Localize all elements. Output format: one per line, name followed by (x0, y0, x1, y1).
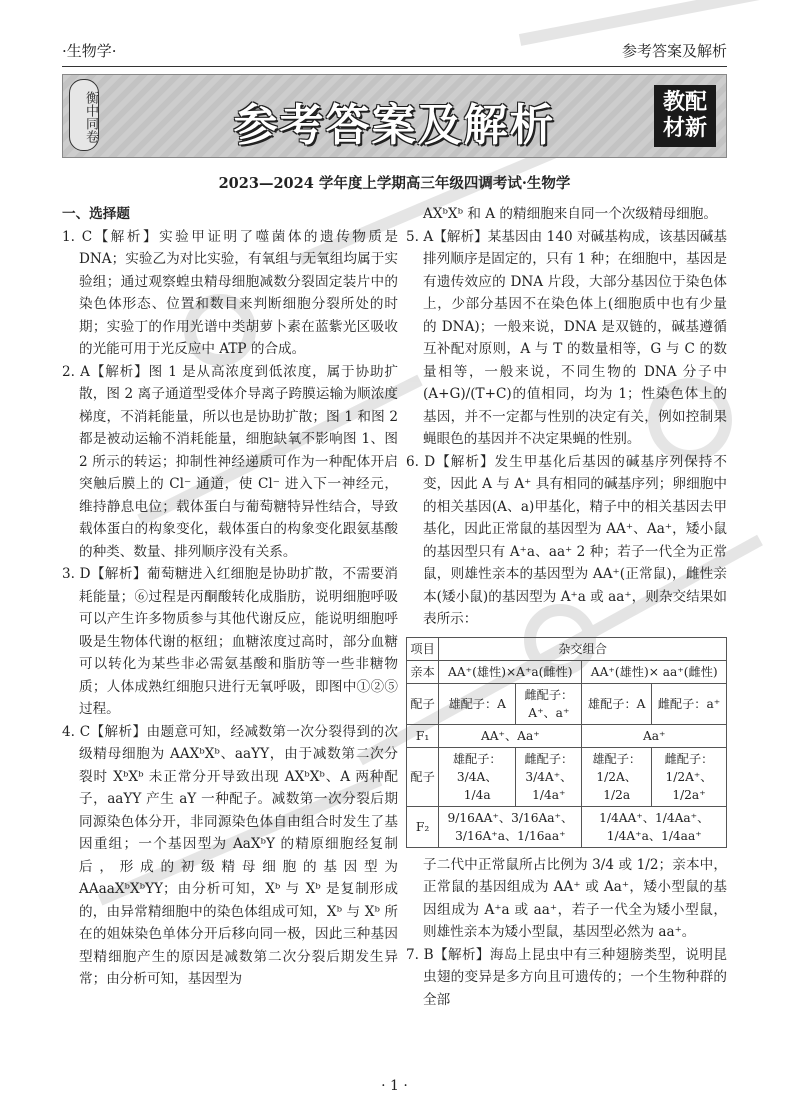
table-cell: F₂ (407, 806, 439, 847)
table-cell: 配子 (407, 683, 439, 724)
seal-logo: 衡中同卷 (69, 79, 99, 151)
cell-line: 1/4A⁺a、1/4aa⁺ (606, 828, 702, 843)
cell-line: 1/2a (603, 787, 631, 802)
cell-line: 1/4a (463, 787, 491, 802)
section-heading: 一、选择题 (62, 206, 130, 222)
cell-line: 雄配子： (592, 751, 642, 766)
exam-subtitle: 2023—2024 学年度上学期高三年级四调考试·生物学 (218, 175, 571, 192)
table-row (407, 806, 727, 847)
page-number: · 1 · (381, 1078, 408, 1094)
table-cell: 项目 (407, 637, 439, 660)
cross-table (406, 637, 727, 848)
header-subject: ·生物学· (62, 42, 117, 60)
cell-line: 3/4A⁺、 (525, 769, 573, 784)
table-cell (582, 747, 652, 806)
cell-line: 1/2a⁺ (672, 787, 706, 802)
answer-item-7: 7. B【解析】海岛上昆虫中有三种翅膀类型，说明昆虫翅的变异是多方向且可遗传的；一个生物种群的全部 (406, 946, 727, 1008)
table-row (407, 747, 727, 806)
answer-item-4: 4. C【解析】由题意可知，经减数第一次分裂得到的次级精母细胞为 AAXᵇXᵇ、aaYY，由于减数第二次分裂时 XᵇXᵇ 未正常分开导致出现 AXᵇXᵇ、A 两种配子，aaYY 产生 aY 一种配子。减数第一次分裂后期同源染色体分开，非同源染色体自由组合时发生了基因重组；一个基因型为 AaXᵇY 的精原细胞经复制后，形成的初级精母细胞的基因型为 AAaaXᵇXᵇYY；由分析可知，Xᵇ 与 Xᵇ 是复制形成的，由异常精细胞中的染色体组成可知，Xᵇ 与 Xᵇ 所在的姐妹染色单体分开后移向同一极，因此三种基因型精细胞产生的原因是减数第二次分裂后期发生异常；由分析可知，基因型为 (62, 723, 398, 987)
cell-line: 3/4A、 (456, 769, 498, 784)
cell-line: 雌配子： (524, 751, 574, 766)
cell-line: 1/4AA⁺、1/4Aa⁺、 (599, 810, 710, 825)
left-column (62, 203, 398, 991)
cell-line: 1/2A⁺、 (665, 769, 713, 784)
table-cell (516, 747, 582, 806)
title-banner (62, 74, 727, 158)
table-cell: AA⁺(雄性)×A⁺a(雌性) (439, 660, 582, 683)
table-cell (439, 806, 582, 847)
table-cell (582, 806, 727, 847)
table-row (407, 660, 727, 683)
table-cell (516, 683, 582, 724)
stamp-line-1: 教配 (662, 89, 707, 115)
cell-line: 雄配子： (452, 751, 502, 766)
table-cell: 配子 (407, 747, 439, 806)
table-cell: AA⁺(雄性)× aa⁺(雌性) (582, 660, 727, 683)
table-cell: Aa⁺ (582, 724, 727, 747)
table-cell: 杂交组合 (439, 637, 727, 660)
table-row (407, 683, 727, 724)
table-cell: F₁ (407, 724, 439, 747)
answer-item-3: 3. D【解析】葡萄糖进入红细胞是协助扩散，不需要消耗能量；⑥过程是丙酮酸转化成脂肪，说明细胞呼吸可以产生许多物质参与其他代谢反应，能说明细胞呼吸是生物体代谢的枢纽；血糖浓度过高时，部分血糖可以转化为某些非必需氨基酸和脂肪等一些非糖物质；人体成熟红细胞只进行无氧呼吸，即图中①②⑤过程。 (62, 566, 398, 717)
cell-line: 1/4a⁺ (532, 787, 566, 802)
answer-item-5: 5. A【解析】某基因由 140 对碱基构成，该基因碱基排列顺序是固定的，只有 1 种；在细胞中，基因是有遗传效应的 DNA 片段，大部分基因位于染色体上，少部分基因不在染色体上(细胞质中也有少量的 DNA)；一般来说，DNA 是双链的，碱基遵循互补配对原则，A 与 T 的数量相等，G 与 C 的数量相等，一般来说，不同生物的 DNA 分子中(A+G)/(T+C)的值相同，均为 1；性染色体上的基因，并不一定都与性别的决定有关，例如控制果蝇眼色的基因并不决定果蝇的性别。 (406, 228, 727, 447)
cell-line: 1/2A、 (596, 769, 637, 784)
cell-line: 雌配子： (524, 687, 574, 702)
answer-item-1: 1. C【解析】实验甲证明了噬菌体的遗传物质是 DNA；实验乙为对比实验，有氧组与无氧组均属于实验组；通过观察蝗虫精母细胞减数分裂固定装片中的染色体形态、位置和数目来判断细胞分裂所处的时期；实验丁的作用光谱中类胡萝卜素在蓝紫光区吸收的光能可用于光反应中 ATP 的合成。 (62, 228, 398, 357)
answer-item-4-continued: AXᵇXᵇ 和 A 的精细胞来自同一个次级精母细胞。 (423, 206, 717, 222)
stamp-logo (654, 85, 716, 147)
cell-line: 3/16A⁺a、1/16aa⁺ (455, 828, 566, 843)
table-cell (439, 747, 516, 806)
table-cell: 雌配子：a⁺ (651, 683, 726, 724)
table-cell: AA⁺、Aa⁺ (439, 724, 582, 747)
cell-line: A⁺、a⁺ (528, 705, 570, 720)
cell-line: 9/16AA⁺、3/16Aa⁺、 (447, 810, 574, 825)
table-cell: 雄配子：A (582, 683, 652, 724)
table-cell: 亲本 (407, 660, 439, 683)
table-row (407, 724, 727, 747)
table-row (407, 637, 727, 660)
answer-item-6-continued: 子二代中正常鼠所占比例为 3/4 或 1/2；亲本中，正常鼠的基因组成为 AA⁺ 或 Aa⁺，矮小型鼠的基因组成为 A⁺a 或 aa⁺，若子一代全为矮小型鼠，则雄性亲本为矮小型鼠，基因型必然为 aa⁺。 (423, 856, 727, 940)
table-cell: 雄配子：A (439, 683, 516, 724)
header-doc-type: 参考答案及解析 (621, 42, 727, 60)
answer-item-6: 6. D【解析】发生甲基化后基因的碱基序列保持不变，因此 A 与 A⁺ 具有相同的碱基序列；卵细胞中的相关基因(A、a)甲基化，精子中的相关基因去甲基化，因此正常鼠的基因型为 AA⁺、Aa⁺，矮小鼠的基因型只有 A⁺a、aa⁺ 2 种；若子一代全为正常鼠，则雄性亲本的基因型为 AA⁺(正常鼠)，雌性亲本(矮小鼠)的基因型为 A⁺a 或 aa⁺，则杂交结果如表所示： (406, 453, 727, 627)
right-column (406, 203, 727, 1011)
header-divider (62, 66, 727, 67)
stamp-line-2: 材新 (662, 115, 707, 141)
answer-item-2: 2. A【解析】图 1 是从高浓度到低浓度，属于协助扩散，图 2 离子通道型受体介导离子跨膜运输为顺浓度梯度，不消耗能量，所以也是协助扩散；图 1 和图 2 都是被动运输不消耗能量，细胞缺氧不影响图 1、图 2 所示的转运；抑制性神经递质可作为一种配体开启突触后膜上的 Cl⁻ 通道，使 Cl⁻ 进入下一神经元，维持静息电位；载体蛋白与葡萄糖特异性结合，导致载体蛋白的构象变化，载体蛋白的构象变化跟氨基酸的种类、数量、排列顺序没有关系。 (62, 363, 398, 560)
table-cell (651, 747, 726, 806)
cell-line: 雌配子： (664, 751, 714, 766)
banner-title: 参考答案及解析 (233, 100, 556, 151)
